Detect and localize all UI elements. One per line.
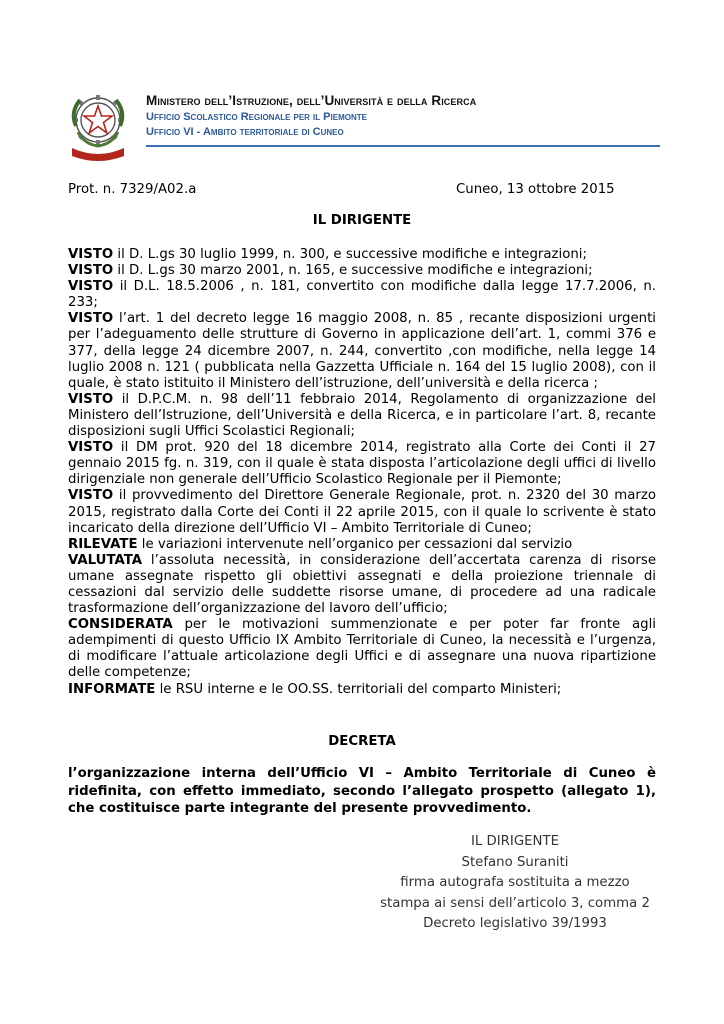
paragraph: [68, 392, 656, 440]
paragraph: [68, 279, 656, 311]
paragraph-text: l’art. 1 del decreto legge 16 maggio 2008, n. 85 , recante disposizioni urgenti per l’adeguamento delle strutture di Governo in applicazione dell’art. 1, commi 376 e 377, della legge 24 dicembre 2007, n. 244, convertito ,con modifiche, nella legge 14 luglio 2008 n. 121 ( pubblicata nella Gazzetta Ufficiale n. 164 del 15 luglio 2008), con il quale, è stato istituito il Ministero dell’istruzione, dell’università e della ricerca ;: [68, 311, 656, 391]
paragraph-text: il D.L. 18.5.2006 , n. 181, convertito con modifiche dalla legge 17.7.2006, n. 233;: [68, 279, 656, 311]
ministry-name: Ministero dell’Istruzione, dell’Università e della Ricerca: [146, 93, 477, 108]
paragraph-text: il D. L.gs 30 luglio 1999, n. 300, e successive modifiche e integrazioni;: [113, 247, 587, 262]
paragraph-lead: INFORMATE: [68, 681, 156, 697]
paragraph-text: il D. L.gs 30 marzo 2001, n. 165, e successive modifiche e integrazioni;: [113, 263, 593, 279]
paragraph-lead: VISTO: [68, 440, 114, 456]
signatory-role: IL DIRIGENTE: [470, 834, 560, 849]
paragraph-text: le variazioni intervenute nell’organico per cessazioni dal servizio: [137, 536, 573, 552]
paragraph-lead: VISTO: [68, 488, 114, 504]
paragraph-text: il DM prot. 920 del 18 dicembre 2014, registrato alla Corte dei Conti il 27 gennaio 2015 fg. n. 319, con il quale è stata disposta l’articolazione degli uffici di livello dirigenziale non generale dell’Ufficio Scolastico Regionale per il Piemonte;: [68, 440, 656, 488]
paragraph: [68, 537, 656, 553]
signatory-name: Stefano Suraniti: [461, 854, 569, 870]
paragraph: [68, 553, 656, 617]
paragraph: [68, 617, 656, 681]
place-date: Cuneo, 13 ottobre 2015: [456, 182, 615, 197]
paragraph-text: il D.P.C.M. n. 98 dell’11 febbraio 2014, Regolamento di organizzazione del Ministero dell’Istruzione, dell’Università e della Ricerca, e in particolare l’art. 8, recante disposizioni sugli Uffici Scolastici Regionali;: [68, 391, 656, 440]
paragraph-text: le RSU interne e le OO.SS. territoriali del comparto Ministeri;: [155, 681, 562, 697]
paragraph-lead: VISTO: [68, 311, 114, 327]
paragraph-text: per le motivazioni summenzionate e per poter far fronte agli adempimenti di questo Ufficio IX Ambito Territoriale di Cuneo, la necessità e l’urgenza, di modificare l’attuale articolazione degli Uffici e di assegnare una nuova ripartizione delle competenze;: [68, 617, 656, 681]
paragraph: [68, 682, 656, 698]
italian-republic-emblem: [66, 86, 130, 162]
signature-note: firma autografa sostituita a mezzo: [400, 875, 630, 890]
decree-text: l’organizzazione interna dell’Ufficio VI – Ambito Territoriale di Cuneo è ridefinita, con effetto immediato, secondo l’allegato prospetto (allegato 1), che costituisce parte integrante del presente provvedimento.: [68, 766, 656, 816]
paragraph-lead: VISTO: [68, 247, 114, 262]
paragraph: [68, 247, 656, 263]
paragraph-lead: VISTO: [68, 391, 114, 407]
letterhead-rule: [146, 145, 660, 147]
document-title: IL DIRIGENTE: [312, 213, 412, 228]
paragraph-text: il provvedimento del Direttore Generale Regionale, prot. n. 2320 del 30 marzo 2015, registrato dalla Corte dei Conti il 22 aprile 2015, con il quale lo scrivente è stato incaricato della direzione dell’Ufficio VI – Ambito Territoriale di Cuneo;: [68, 488, 656, 536]
regional-office: Ufficio Scolastico Regionale per il Piemonte: [146, 111, 367, 123]
paragraph-lead: VISTO: [68, 263, 114, 279]
letterhead: [146, 92, 660, 140]
decreta-heading: DECRETA: [328, 734, 396, 749]
signature-block: [370, 832, 660, 935]
territorial-office: Ufficio VI - Ambito territoriale di Cuneo: [146, 126, 344, 138]
paragraph-lead: VISTO: [68, 279, 114, 295]
paragraph: [68, 488, 656, 536]
signature-note: stampa ai sensi dell’articolo 3, comma 2: [380, 895, 650, 911]
paragraph-lead: RILEVATE: [68, 536, 138, 552]
paragraph: [68, 440, 656, 488]
paragraph: [68, 263, 656, 279]
paragraph-lead: VALUTATA: [68, 552, 143, 568]
paragraph-lead: CONSIDERATA: [68, 617, 173, 633]
protocol-number: Prot. n. 7329/A02.a: [68, 182, 197, 197]
document-body: [68, 247, 656, 698]
signature-note: Decreto legislativo 39/1993: [423, 916, 607, 931]
paragraph: [68, 311, 656, 391]
paragraph-text: l’assoluta necessità, in considerazione dell’accertata carenza di risorse umane assegnate rispetto gli obiettivi assegnati e della proiezione triennale di cessazioni dal servizio delle suddette risorse umane, di procedere ad una radicale trasformazione dell’organizzazione del lavoro dell’ufficio;: [68, 552, 656, 617]
